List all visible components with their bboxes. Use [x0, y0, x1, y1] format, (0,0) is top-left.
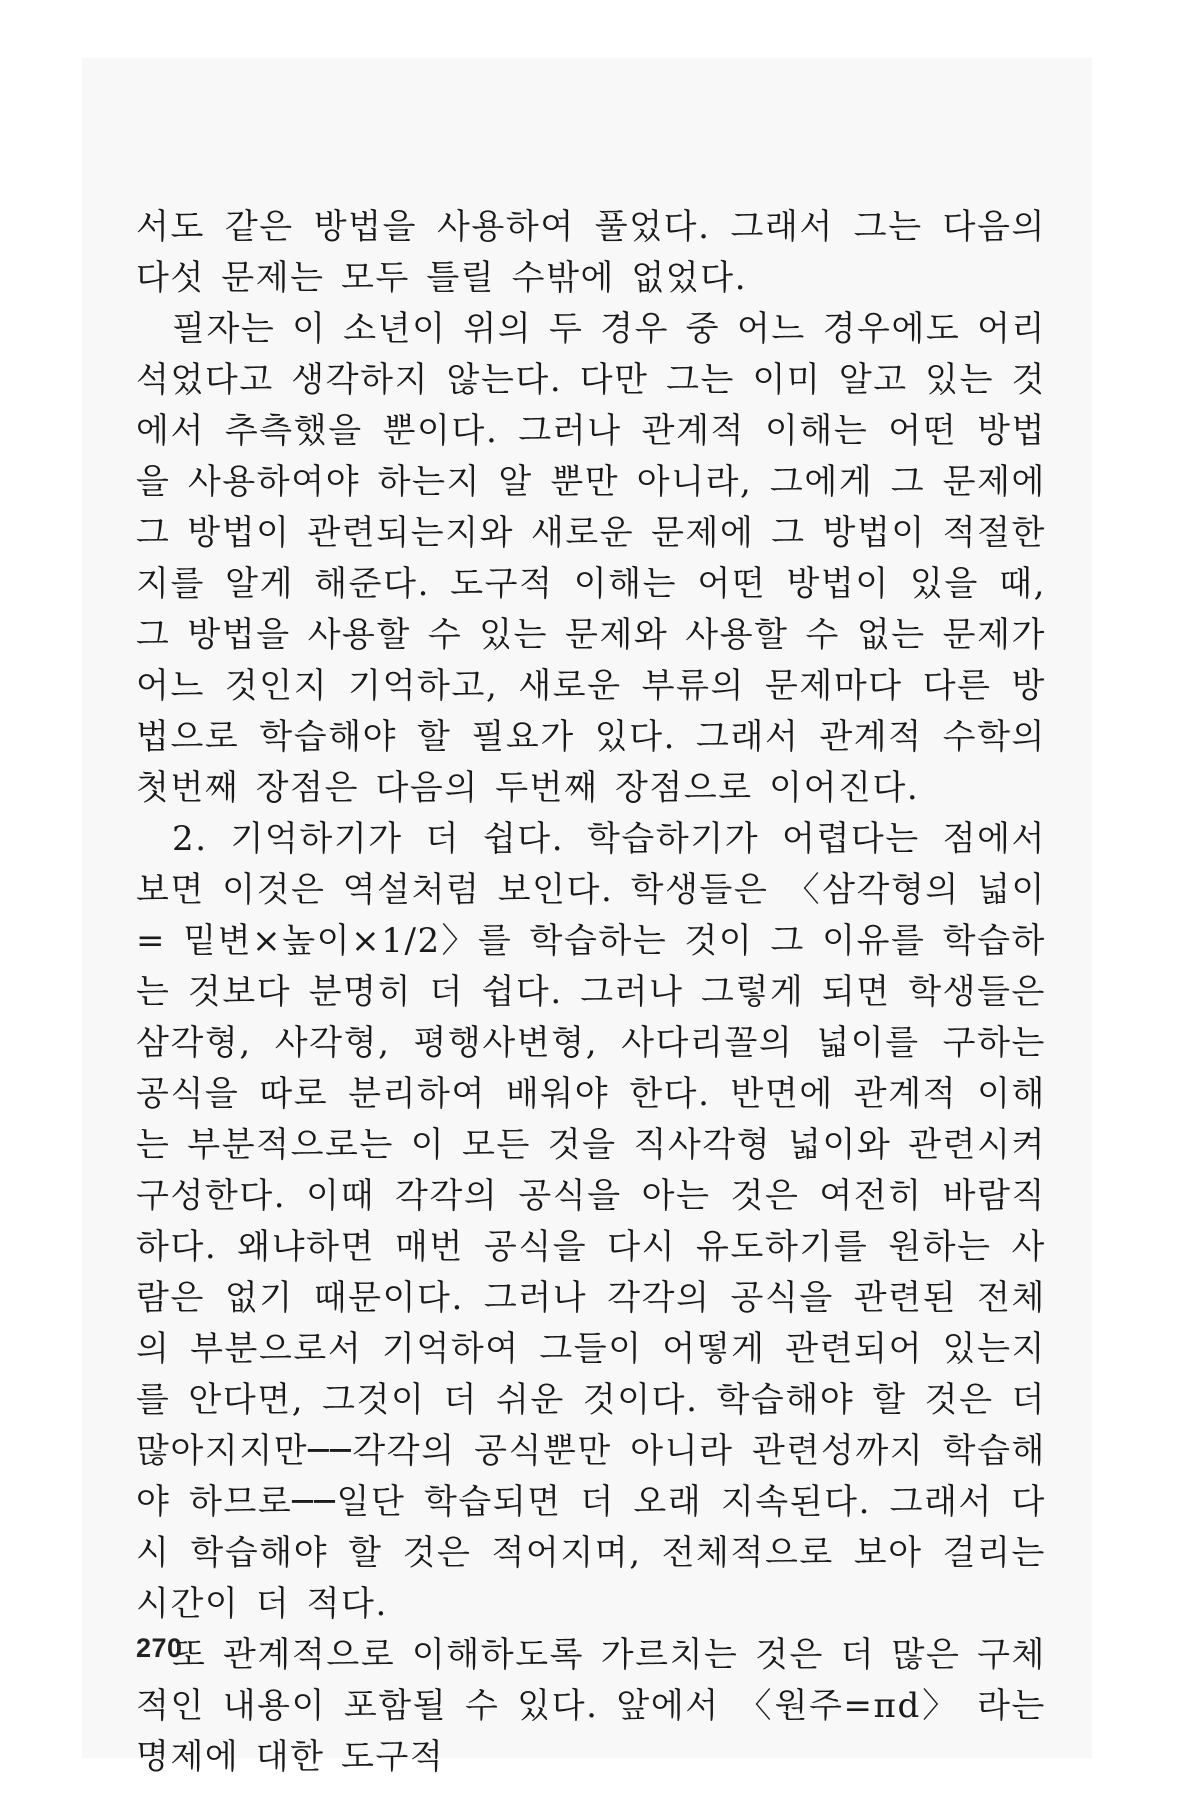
body-text	[136, 202, 1046, 1783]
paragraph: 필자는 이 소년이 위의 두 경우 중 어느 경우에도 어리석었다고 생각하지 않는다. 다만 그는 이미 알고 있는 것에서 추측했을 뿐이다. 그러나 관계적 이해는 어떤 방법을 사용하여야 하는지 알 뿐만 아니라, 그에게 그 문제에 그 방법이 관련되는지와 새로운 문제에 그 방법이 적절한지를 알게 해준다. 도구적 이해는 어떤 방법이 있을 때, 그 방법을 사용할 수 있는 문제와 사용할 수 없는 문제가 어느 것인지 기억하고, 새로운 부류의 문제마다 다른 방법으로 학습해야 할 필요가 있다. 그래서 관계적 수학의 첫번째 장점은 다음의 두번째 장점으로 이어진다.	[136, 309, 1046, 808]
page-number: 270	[136, 1633, 183, 1663]
paragraph: 서도 같은 방법을 사용하여 풀었다. 그래서 그는 다음의 다섯 문제는 모두 틀릴 수밖에 없었다.	[136, 207, 1046, 298]
paragraph: 또 관계적으로 이해하도록 가르치는 것은 더 많은 구체적인 내용이 포함될 수 있다. 앞에서 〈원주=πd〉 라는 명제에 대한 도구적	[136, 1635, 1046, 1777]
paragraph: 2. 기억하기가 더 쉽다. 학습하기가 어렵다는 점에서 보면 이것은 역설처럼 보인다. 학생들은 〈삼각형의 넓이 = 밑변×높이×1/2〉를 학습하는 것이 그 이유를 학습하는 것보다 분명히 더 쉽다. 그러나 그렇게 되면 학생들은 삼각형, 사각형, 평행사변형, 사다리꼴의 넓이를 구하는 공식을 따로 분리하여 배워야 한다. 반면에 관계적 이해는 부분적으로는 이 모든 것을 직사각형 넓이와 관련시켜 구성한다. 이때 각각의 공식을 아는 것은 여전히 바람직하다. 왜냐하면 매번 공식을 다시 유도하기를 원하는 사람은 없기 때문이다. 그러나 각각의 공식을 관련된 전체의 부분으로서 기억하여 그들이 어떻게 관련되어 있는지를 안다면, 그것이 더 쉬운 것이다. 학습해야 할 것은 더 많아지지만──각각의 공식뿐만 아니라 관련성까지 학습해야 하므로──일단 학습되면 더 오래 지속된다. 그래서 다시 학습해야 할 것은 적어지며, 전체적으로 보아 걸리는 시간이 더 적다.	[136, 819, 1046, 1624]
